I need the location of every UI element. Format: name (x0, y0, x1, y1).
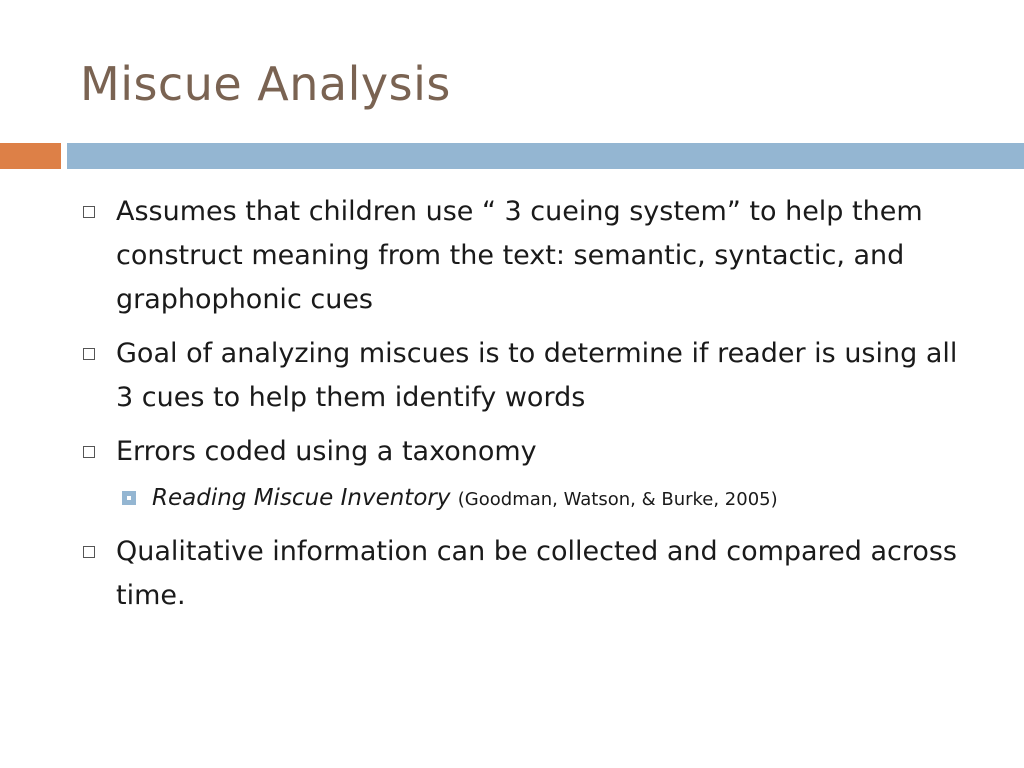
sub-bullet-title: Reading Miscue Inventory (152, 485, 451, 511)
filled-square-bullet-icon (122, 491, 136, 505)
hollow-square-bullet-icon (83, 348, 95, 360)
bullet-item (80, 530, 980, 618)
bullet-item (80, 190, 980, 322)
title-underline-orange-bar (0, 143, 61, 169)
hollow-square-bullet-icon (83, 206, 95, 218)
bullet-item (80, 430, 980, 474)
bullet-text: Errors coded using a taxonomy (116, 436, 537, 467)
hollow-square-bullet-icon (83, 446, 95, 458)
hollow-square-bullet-icon (83, 546, 95, 558)
title-underline-blue-bar (67, 143, 1024, 169)
bullet-text: Qualitative information can be collected and compared across time. (116, 536, 957, 611)
sub-bullet-citation: (Goodman, Watson, & Burke, 2005) (457, 489, 778, 510)
bullet-text: Goal of analyzing miscues is to determine if reader is using all 3 cues to help them identify words (116, 338, 958, 413)
bullet-list (80, 190, 980, 628)
bullet-text: Assumes that children use “ 3 cueing system” to help them construct meaning from the text: semantic, syntactic, and graphophonic cues (116, 196, 923, 315)
slide-title: Miscue Analysis (80, 57, 451, 111)
sub-bullet-item (80, 480, 980, 518)
bullet-item (80, 332, 980, 420)
